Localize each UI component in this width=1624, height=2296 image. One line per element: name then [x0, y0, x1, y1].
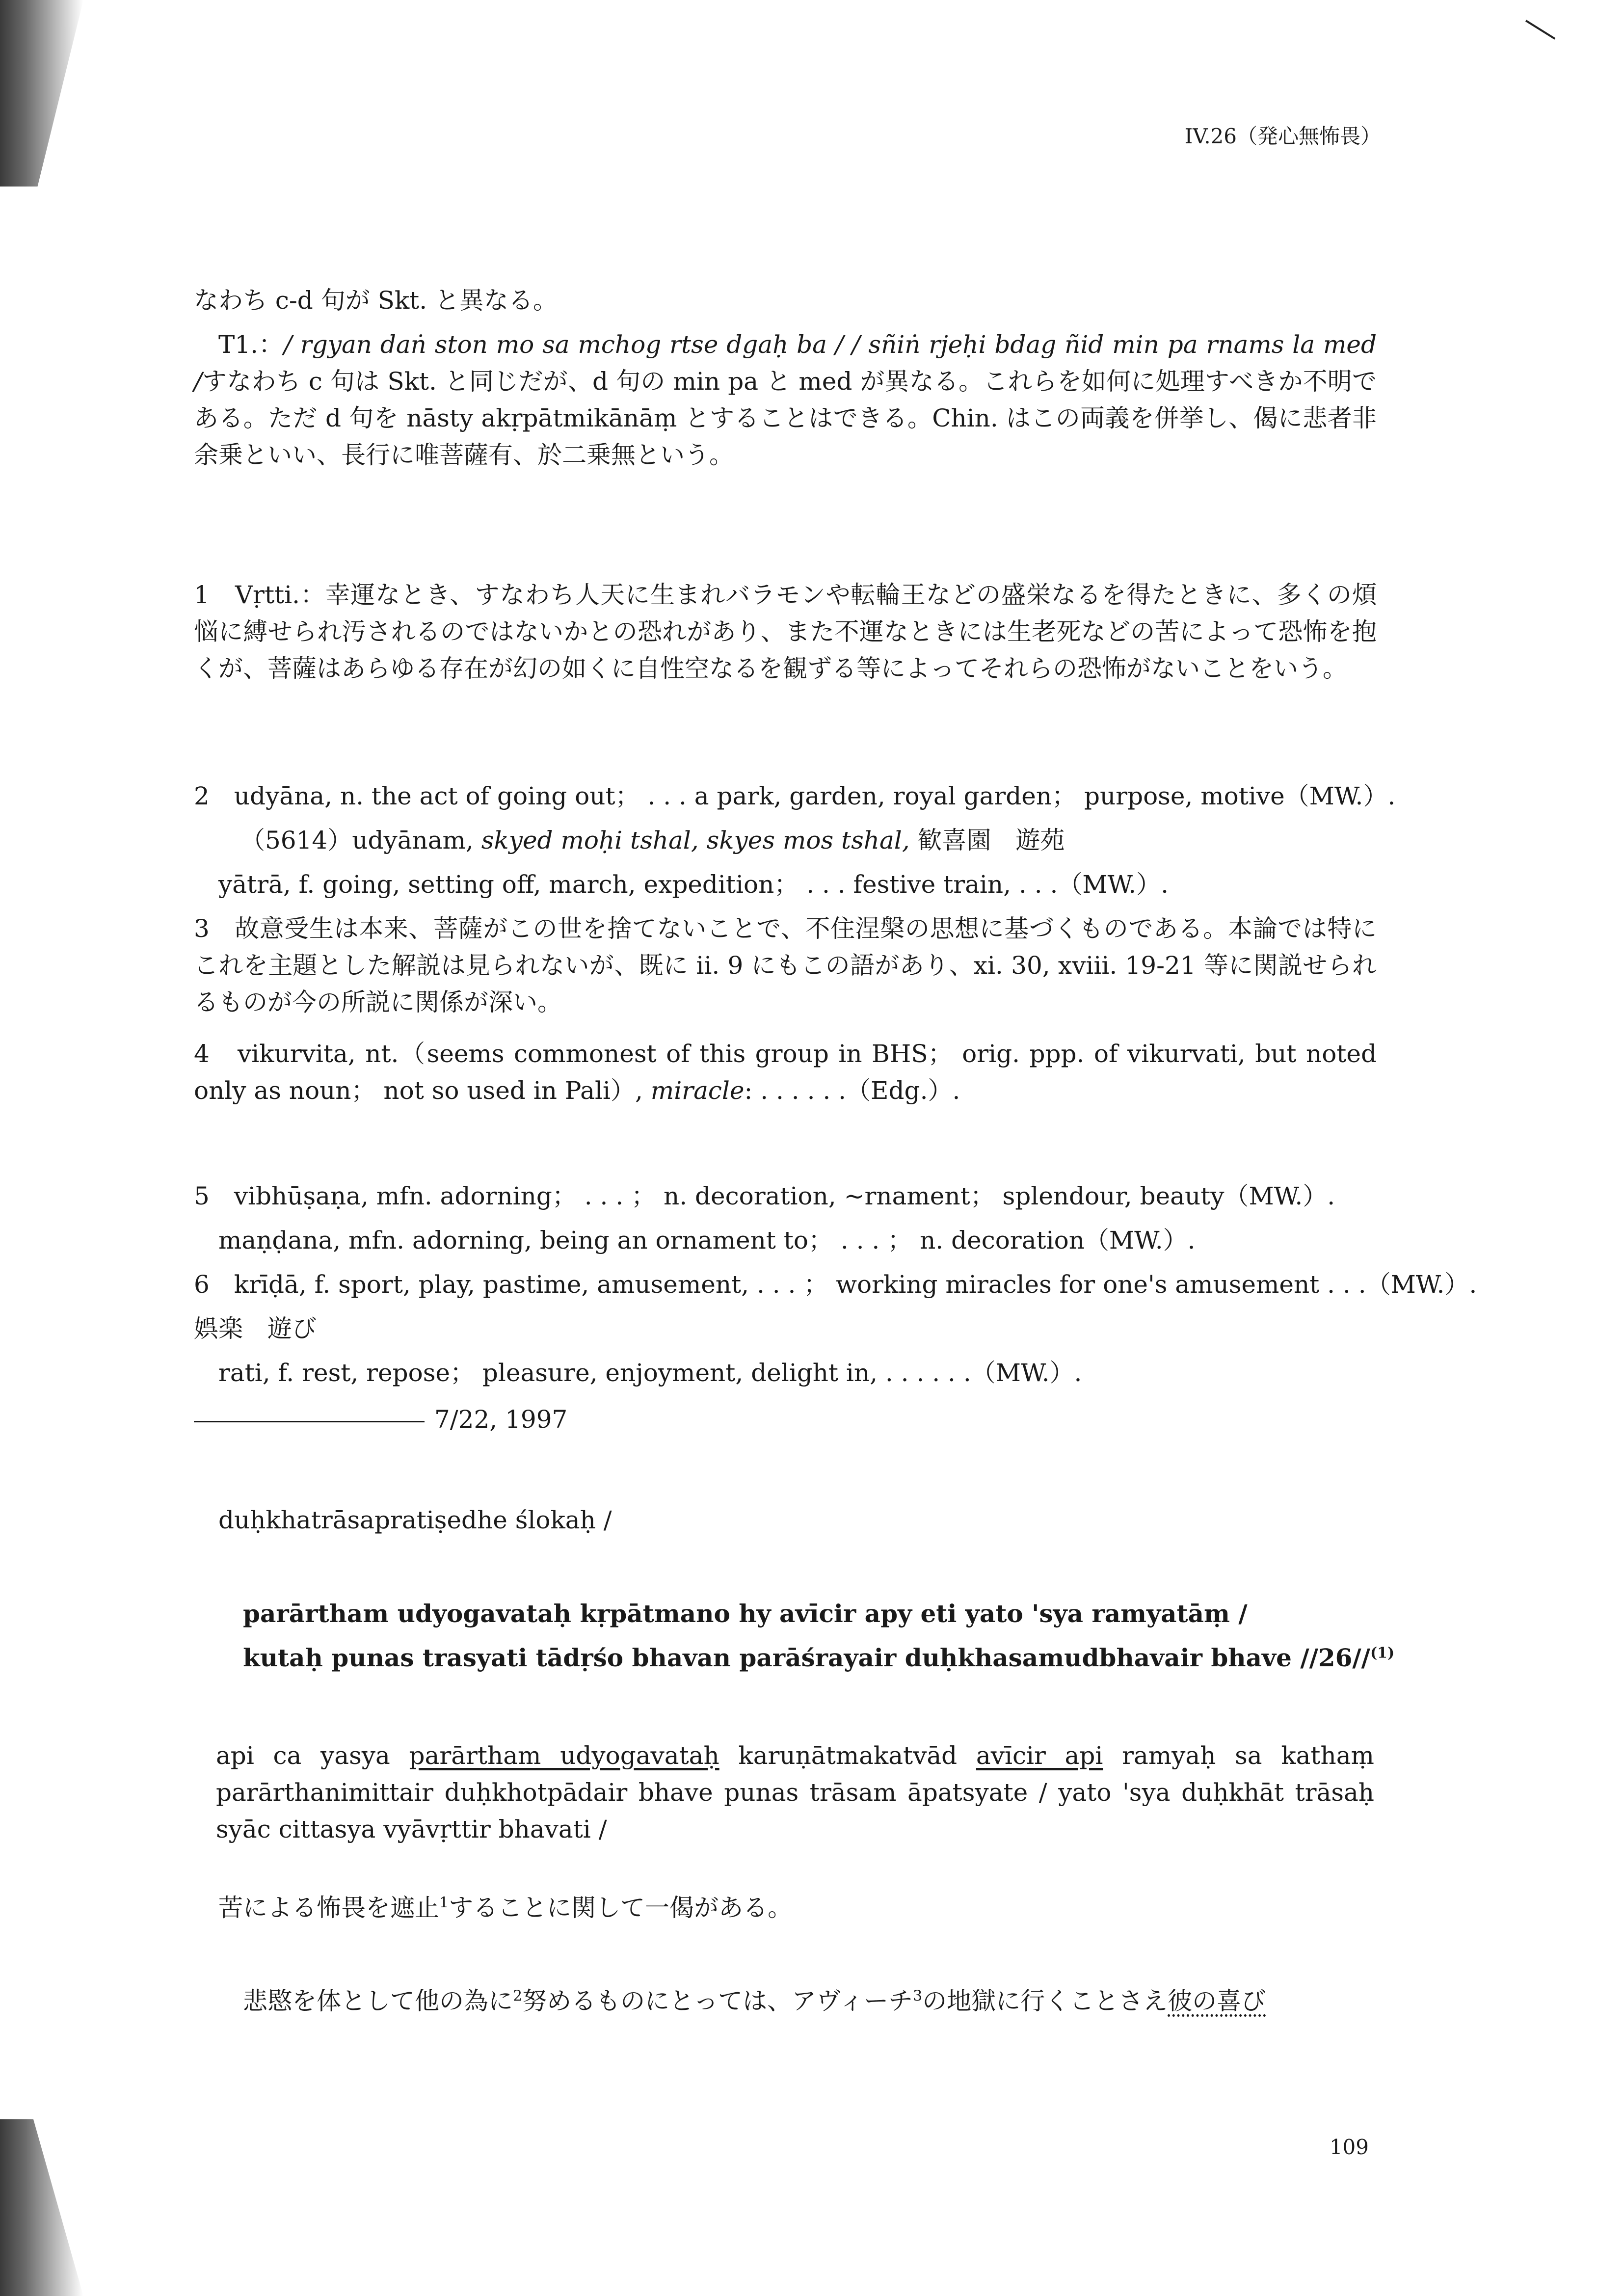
- commentary-underline-1: parārtham udyogavataḥ: [409, 1741, 719, 1770]
- scan-shadow-top: [0, 0, 83, 187]
- footnote-ref-3: 3: [913, 1987, 923, 2005]
- section-intro: duḥkhatrāsapratiṣedhe ślokaḥ /: [218, 1506, 612, 1534]
- translation-line-1: [218, 1890, 1401, 1926]
- note-3: 3 故意受生は本来、菩薩がこの世を捨てないことで、不住涅槃の思想に基づくものである。本論では特にこれを主題とした解説は見られないが、既に ii. 9 にもこの語があり、xi. 30, xviii. 19-21 等に関説せられるものが今の所説に関係が深い。: [194, 914, 1377, 1016]
- note-2b: [240, 822, 1423, 859]
- commentary-underline-2: avīcir api: [976, 1741, 1103, 1770]
- note-2b-tibetan: skyed moḥi tshal, skyes mos tshal,: [481, 826, 910, 854]
- translation-2a: 悲愍を体として他の為に: [243, 1987, 513, 2015]
- note-6a: 6 krīḍā, f. sport, play, pastime, amusement, . . . ； working miracles for one's amusement . . .（MW.）.: [194, 1270, 1477, 1299]
- translation-1a: 苦による怖畏を遮止: [218, 1894, 439, 1922]
- note-4-term: miracle: [650, 1076, 745, 1105]
- translation-underline: 彼の喜び: [1168, 1987, 1266, 2015]
- t1-body: すなわち c 句は Skt. と同じだが、d 句の min pa と med が異なる。これらを如何に処理すべきか不明である。ただ d 句を nāsty akṛpātmikānāṃ とすることはできる。Chin. はこの両義を併挙し、偈に悲者非余乗といい、長行に唯菩薩有、於二乗無という。: [194, 367, 1377, 469]
- note-2b-number: （5614）udyānam,: [240, 826, 474, 854]
- t1-tibetan: / rgyan daṅ ston mo sa mchog rtse dgaḥ ba / / sñiṅ rjeḥi bdag ñid min pa rnams la med /: [194, 330, 1377, 396]
- date-rule: [194, 1421, 425, 1422]
- commentary-text-b: karuṇātmakatvād: [738, 1741, 958, 1770]
- corner-mark: [1525, 20, 1555, 39]
- translation-1b: することに関して一偈がある。: [449, 1894, 793, 1922]
- verse-line-1: parārtham udyogavataḥ kṛpātmano hy avīcir apy eti yato 'sya ramyatāṃ /: [243, 1599, 1248, 1628]
- paragraph-t1: [194, 326, 1377, 474]
- verse-footnote-mark: (1): [1370, 1644, 1395, 1662]
- note-4: [194, 1036, 1377, 1109]
- translation-2c: の地獄に行くことさえ: [922, 1987, 1168, 2015]
- note-4-tail: : . . . . . .（Edg.）.: [744, 1076, 960, 1105]
- date-text: 7/22, 1997: [434, 1405, 568, 1434]
- footnote-ref-1: 1: [439, 1894, 449, 1912]
- paragraph-continuation: なわち c-d 句が Skt. と異なる。: [194, 286, 558, 315]
- running-head: IV.26（発心無怖畏）: [1184, 124, 1381, 148]
- footnote-ref-2: 2: [513, 1987, 523, 2005]
- t1-label: T1.：: [218, 330, 284, 359]
- note-1: 1 Vṛtti.：幸運なとき、すなわち人天に生まれバラモンや転輪王などの盛栄なるを得たときに、多くの煩悩に縛せられ汚されるのではないかとの恐れがあり、また不運なときには生老死などの苦によって恐怖を抱くが、菩薩はあらゆる存在が幻の如くに自性空なるを観ずる等によってそれらの恐怖がないことをいう。: [194, 581, 1377, 683]
- commentary-text-a: api ca yasya: [216, 1741, 390, 1770]
- commentary: [216, 1737, 1374, 1848]
- verse-line-2-text: kutaḥ punas trasyati tādṛśo bhavan parāśrayair duḥkhasamudbhavair bhave //26//: [243, 1643, 1370, 1672]
- note-6b: 娯楽 遊び: [194, 1314, 317, 1343]
- date-line: [194, 1401, 1377, 1438]
- note-4-text: 4 vikurvita, nt.（seems commonest of this group in BHS； orig. ppp. of vikurvati, but noted only as noun； not so used in Pali）,: [194, 1040, 1377, 1105]
- note-6c: rati, f. rest, repose； pleasure, enjoyment, delight in, . . . . . .（MW.）.: [218, 1359, 1082, 1387]
- note-2a: 2 udyāna, n. the act of going out； . . . a park, garden, royal garden； purpose, motive（MW.）.: [194, 782, 1396, 810]
- page-number: 109: [1329, 2135, 1369, 2159]
- scan-shadow-bottom: [0, 2119, 83, 2296]
- note-2b-japanese: 歓喜園 遊苑: [917, 826, 1065, 854]
- verse-line-2: [243, 1639, 1426, 1676]
- translation-line-2: [243, 1983, 1426, 2020]
- translation-2b: 努めるものにとっては、アヴィーチ: [522, 1987, 913, 2015]
- note-5b: maṇḍana, mfn. adorning, being an ornament to； . . . ； n. decoration（MW.）.: [218, 1226, 1196, 1255]
- note-5a: 5 vibhūṣaṇa, mfn. adorning； . . . ； n. decoration, ~rnament； splendour, beauty（MW.）.: [194, 1182, 1335, 1210]
- commentary-text-c: ramyaḥ sa kathaṃ parārthanimittair duḥkhotpādair bhave punas trāsam āpatsyate / yato 'sya duḥkhāt trāsaḥ syāc cittasya vyāvṛttir bhavati /: [216, 1741, 1374, 1843]
- note-2c: yātrā, f. going, setting off, march, expedition； . . . festive train, . . .（MW.）.: [218, 870, 1169, 899]
